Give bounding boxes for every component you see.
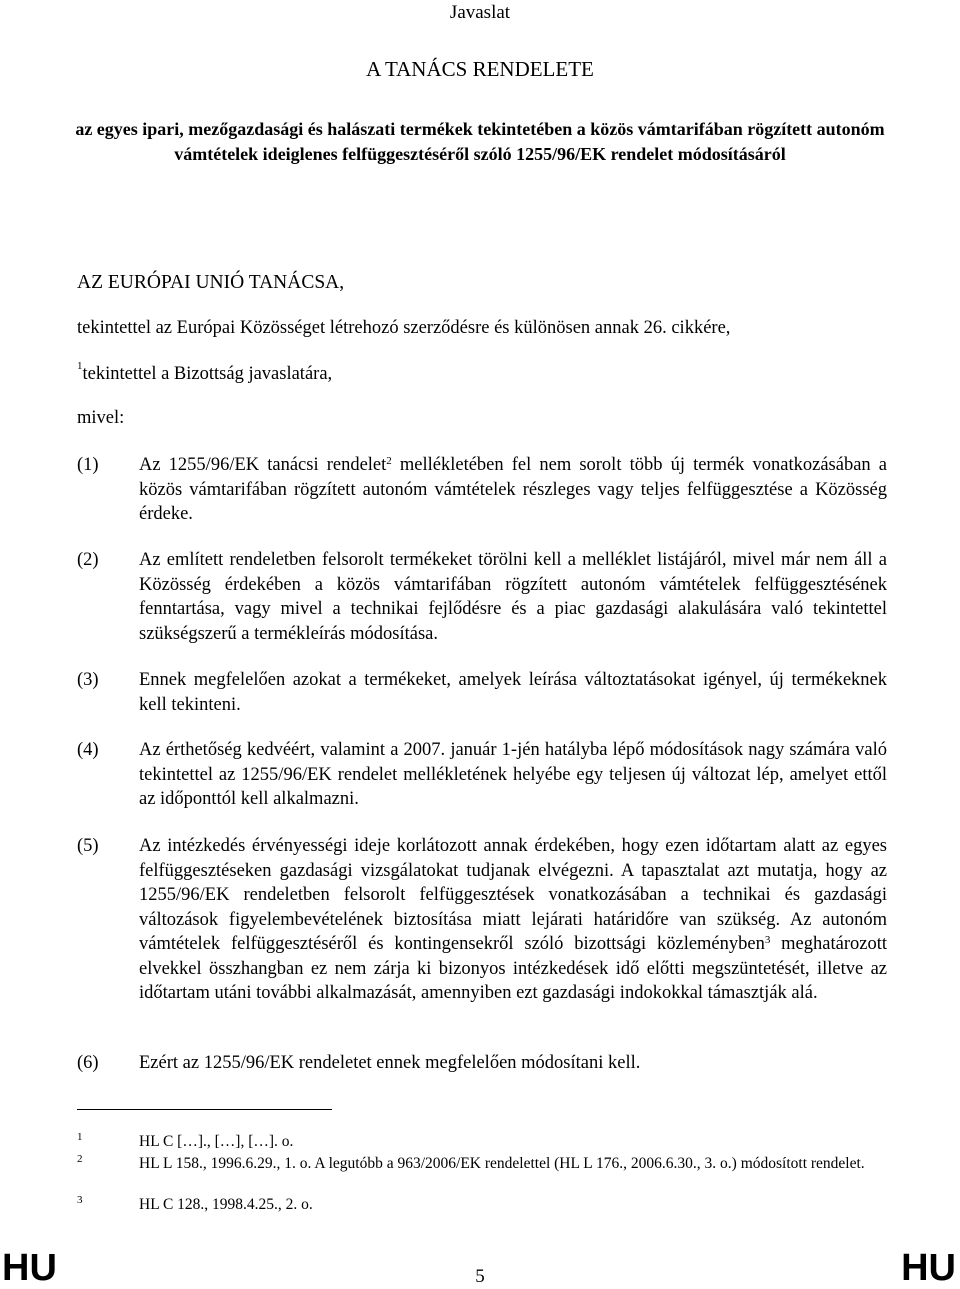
footnote-text: HL C […]., […], […]. o. [139, 1133, 294, 1150]
recital-2 [77, 548, 887, 646]
recital-text [139, 453, 887, 527]
footnote-text: HL C 128., 1998.4.25., 2. o. [139, 1196, 313, 1213]
recital-text-part: meghatározott elvekkel összhangban ez nem zárja ki bizonyos intézkedések idő előtti megszüntetését, illetve az időtartam utáni további alkalmazását, amennyiben ezt gazdasági indokokkal támasztják alá. [139, 934, 887, 1003]
recital-text-part: mellékletében fel nem sorolt több új termék vonatkozásában a közös vámtarifában rögzített autonóm vámtételek részleges vagy teljes felfüggesztése a Közösség érdeke. [139, 455, 887, 524]
footnote-number: 3 [77, 1194, 83, 1206]
recital-number: (1) [77, 455, 99, 475]
footnote-ref: 3 [764, 934, 771, 946]
recital-text-part: Az intézkedés érvényességi ideje korlátozott annak érdekében, hogy ezen időtartam alatt az egyes felfüggesztéseken gazdasági vizsgálatokat tudjanak elvégezni. A tapasztalat azt mutatja, hogy az 1255/96/EK rendeletben felsorolt felfüggesztések vonatkozásában a technikai és gazdasági változások figyelembevételének biztosítása miatt lejárati határidőre van szükség. Az autonóm vámtételek felfüggesztéséről és kontingensekről szóló bizottsági közleményben [139, 836, 887, 954]
recital-text [139, 834, 887, 1006]
footnote-ref: 2 [386, 455, 392, 467]
footnote-2 [77, 1154, 887, 1174]
footnote-separator [77, 1109, 332, 1110]
proposal-citation-text: tekintettel a Bizottság javaslatára, [82, 364, 333, 384]
footnote-number: 2 [77, 1153, 83, 1165]
treaty-citation: tekintettel az Európai Közösséget létrehozó szerződésre és különösen annak 26. cikkére, [77, 318, 731, 338]
whereas-label: mivel: [77, 408, 125, 428]
recital-3 [77, 668, 887, 717]
footnote-text: HL L 158., 1996.6.29., 1. o. A legutóbb a 963/2006/EK rendelettel (HL L 176., 2006.6.30., 3. o.) módosított rendelet. [139, 1155, 865, 1172]
footnote-number: 1 [77, 1131, 83, 1143]
recital-text-part: Az 1255/96/EK tanácsi rendelet [139, 455, 387, 475]
language-code-right: HU [901, 1247, 956, 1289]
recital-number: (4) [77, 740, 99, 760]
recital-text: Ezért az 1255/96/EK rendeletet ennek megfelelően módosítani kell. [139, 1053, 641, 1073]
act-subtitle: az egyes ipari, mezőgazdasági és halászati termékek tekintetében a közös vámtarifában rögzített autonóm vámtételek ideiglenes felfüggesztéséről szóló 1255/96/EK rendelet módosításáról [75, 119, 885, 164]
recital-5 [77, 834, 887, 1006]
recital-text: Ennek megfelelően azokat a termékeket, amelyek leírása változtatásokat igényel, új termékeknek kell tekinteni. [139, 670, 887, 715]
recital-4 [77, 738, 887, 812]
page-number: 5 [475, 1266, 485, 1287]
footnote-3 [77, 1195, 887, 1215]
recital-1 [77, 453, 887, 527]
footnote-1 [77, 1132, 887, 1152]
footnote-ref: 1 [77, 360, 83, 372]
language-code-left: HU [2, 1247, 57, 1289]
recital-number: (5) [77, 836, 99, 856]
proposal-label: Javaslat [449, 2, 511, 23]
recital-6 [77, 1051, 887, 1076]
proposal-citation [77, 360, 333, 385]
institution-line: AZ EURÓPAI UNIÓ TANÁCSA, [77, 272, 345, 293]
act-title: A TANÁCS RENDELETE [366, 57, 594, 81]
recital-text: Az érthetőség kedvéért, valamint a 2007. január 1-jén hatályba lépő módosítások nagy számára való tekintettel az 1255/96/EK rendelet mellékletének helyébe egy teljesen új változat lép, amelyet ettől az időponttól kell alkalmazni. [139, 740, 887, 809]
recital-text: Az említett rendeletben felsorolt termékeket törölni kell a melléklet listájáról, mivel már nem áll a Közösség érdekében a közös vámtarifában rögzített autonóm vámtételek felfüggesztésének fenntartása, vagy mivel a technikai fejlődésre és a piac gazdasági alakulására való tekintettel szükségszerű a termékleírás módosítása. [139, 550, 887, 644]
recital-number: (2) [77, 550, 99, 570]
recital-number: (6) [77, 1053, 99, 1073]
recital-number: (3) [77, 670, 99, 690]
